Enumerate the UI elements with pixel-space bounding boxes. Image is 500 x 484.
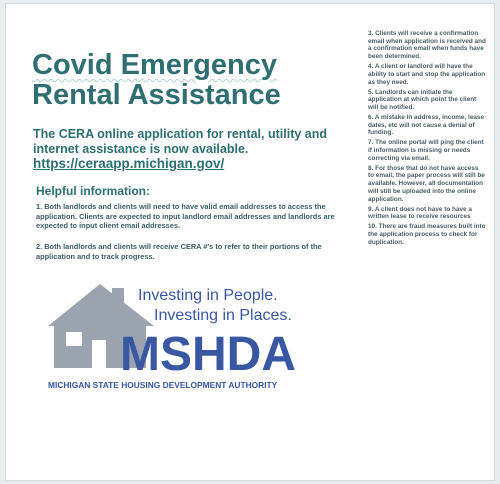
logo-tagline-2: Investing in Places. — [154, 307, 292, 324]
info-point-1: 1. Both landlords and clients will need to have valid email addresses to access the application. Clients are expected to input landlord email addresses and landlords are expected to input client email addresses. — [36, 202, 335, 230]
flyer-title — [32, 50, 362, 110]
info-point-7: 7. The online portal will ping the client if information is missing or needs correcting via email. — [368, 139, 484, 162]
info-point-10: 10. There are fraud measures built into the application process to check for duplication. — [368, 223, 486, 246]
helpful-heading: Helpful information: — [36, 184, 150, 198]
flyer-left-column — [6, 4, 366, 480]
title-line-1: Covid Emergency — [32, 49, 277, 81]
title-line-2: Rental Assistance — [32, 79, 281, 111]
intro-text: The CERA online application for rental, utility and internet assistance is now available. — [33, 127, 328, 156]
flyer-page — [6, 4, 494, 480]
logo-name: MSHDA — [120, 328, 296, 381]
info-point-5: 5. Landlords can initiate the application at which point the client will be notified. — [368, 88, 477, 111]
info-point-4: 4. A client or landlord will have the ability to start and stop the application as they need. — [368, 63, 486, 86]
info-point-3: 3. Clients will receive a confirmation email when application is received and a confirmation email when funds have been determined. — [368, 30, 486, 61]
flyer-right-column — [368, 30, 486, 249]
info-point-6: 6. A mistake in address, income, lease dates, etc will not cause a denial of funding. — [368, 113, 485, 137]
info-point-2: 2. Both landlords and clients will receive CERA #'s to refer to their portions of the application and to track progress. — [36, 242, 322, 261]
info-point-8: 8. For those that do not have access to email, the paper process will still be available. However, all documentation will still be uploaded into the online application. — [368, 164, 485, 203]
mshda-logo — [42, 282, 338, 394]
application-link[interactable]: https://ceraapp.michigan.gov/ — [33, 156, 225, 171]
info-point-9: 9. A client does not have to have a written lease to receive resources — [368, 205, 472, 221]
logo-tagline-1: Investing in People. — [138, 287, 278, 304]
logo-subtitle: MICHIGAN STATE HOUSING DEVELOPMENT AUTHORITY — [48, 380, 278, 390]
